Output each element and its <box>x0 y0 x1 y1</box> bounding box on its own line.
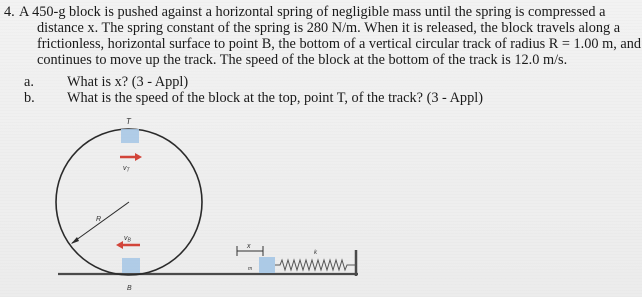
question-line-4: continues to move up the track. The speed of the block at the bottom of the track is 12.0 m/s. <box>37 52 568 68</box>
label-vt: $v_T$ <box>123 165 130 174</box>
part-b-text: What is the speed of the block at the top, point T, of the track? (3 - Appl) <box>67 90 483 106</box>
block-bottom <box>122 258 140 273</box>
label-vb: $v_B$ <box>124 235 131 244</box>
label-top-t: T <box>126 117 131 126</box>
question-number: 4. <box>4 4 15 20</box>
spring <box>275 260 356 270</box>
question-line-2: distance x. The spring constant of the spring is 280 N/m. When it is released, the block travels along a <box>37 20 621 36</box>
label-x: x <box>247 243 251 250</box>
block-top <box>121 129 139 143</box>
velocity-arrow-top <box>120 153 142 161</box>
question-line-3: frictionless, horizontal surface to point B, the bottom of a vertical circular track of radius R = 1.00 m, and <box>37 36 641 52</box>
radius-line <box>71 202 129 244</box>
label-r: R <box>96 216 102 223</box>
label-k: k <box>314 250 317 256</box>
part-a-text: What is x? (3 - Appl) <box>67 74 189 90</box>
block-at-spring <box>259 257 275 273</box>
part-b-letter: b. <box>24 90 35 106</box>
label-m: m <box>248 266 253 272</box>
part-a-letter: a. <box>24 74 34 90</box>
question-line-1: A 450-g block is pushed against a horizontal spring of negligible mass until the spring is compressed a <box>19 4 606 20</box>
label-bottom-b: B <box>127 285 132 292</box>
